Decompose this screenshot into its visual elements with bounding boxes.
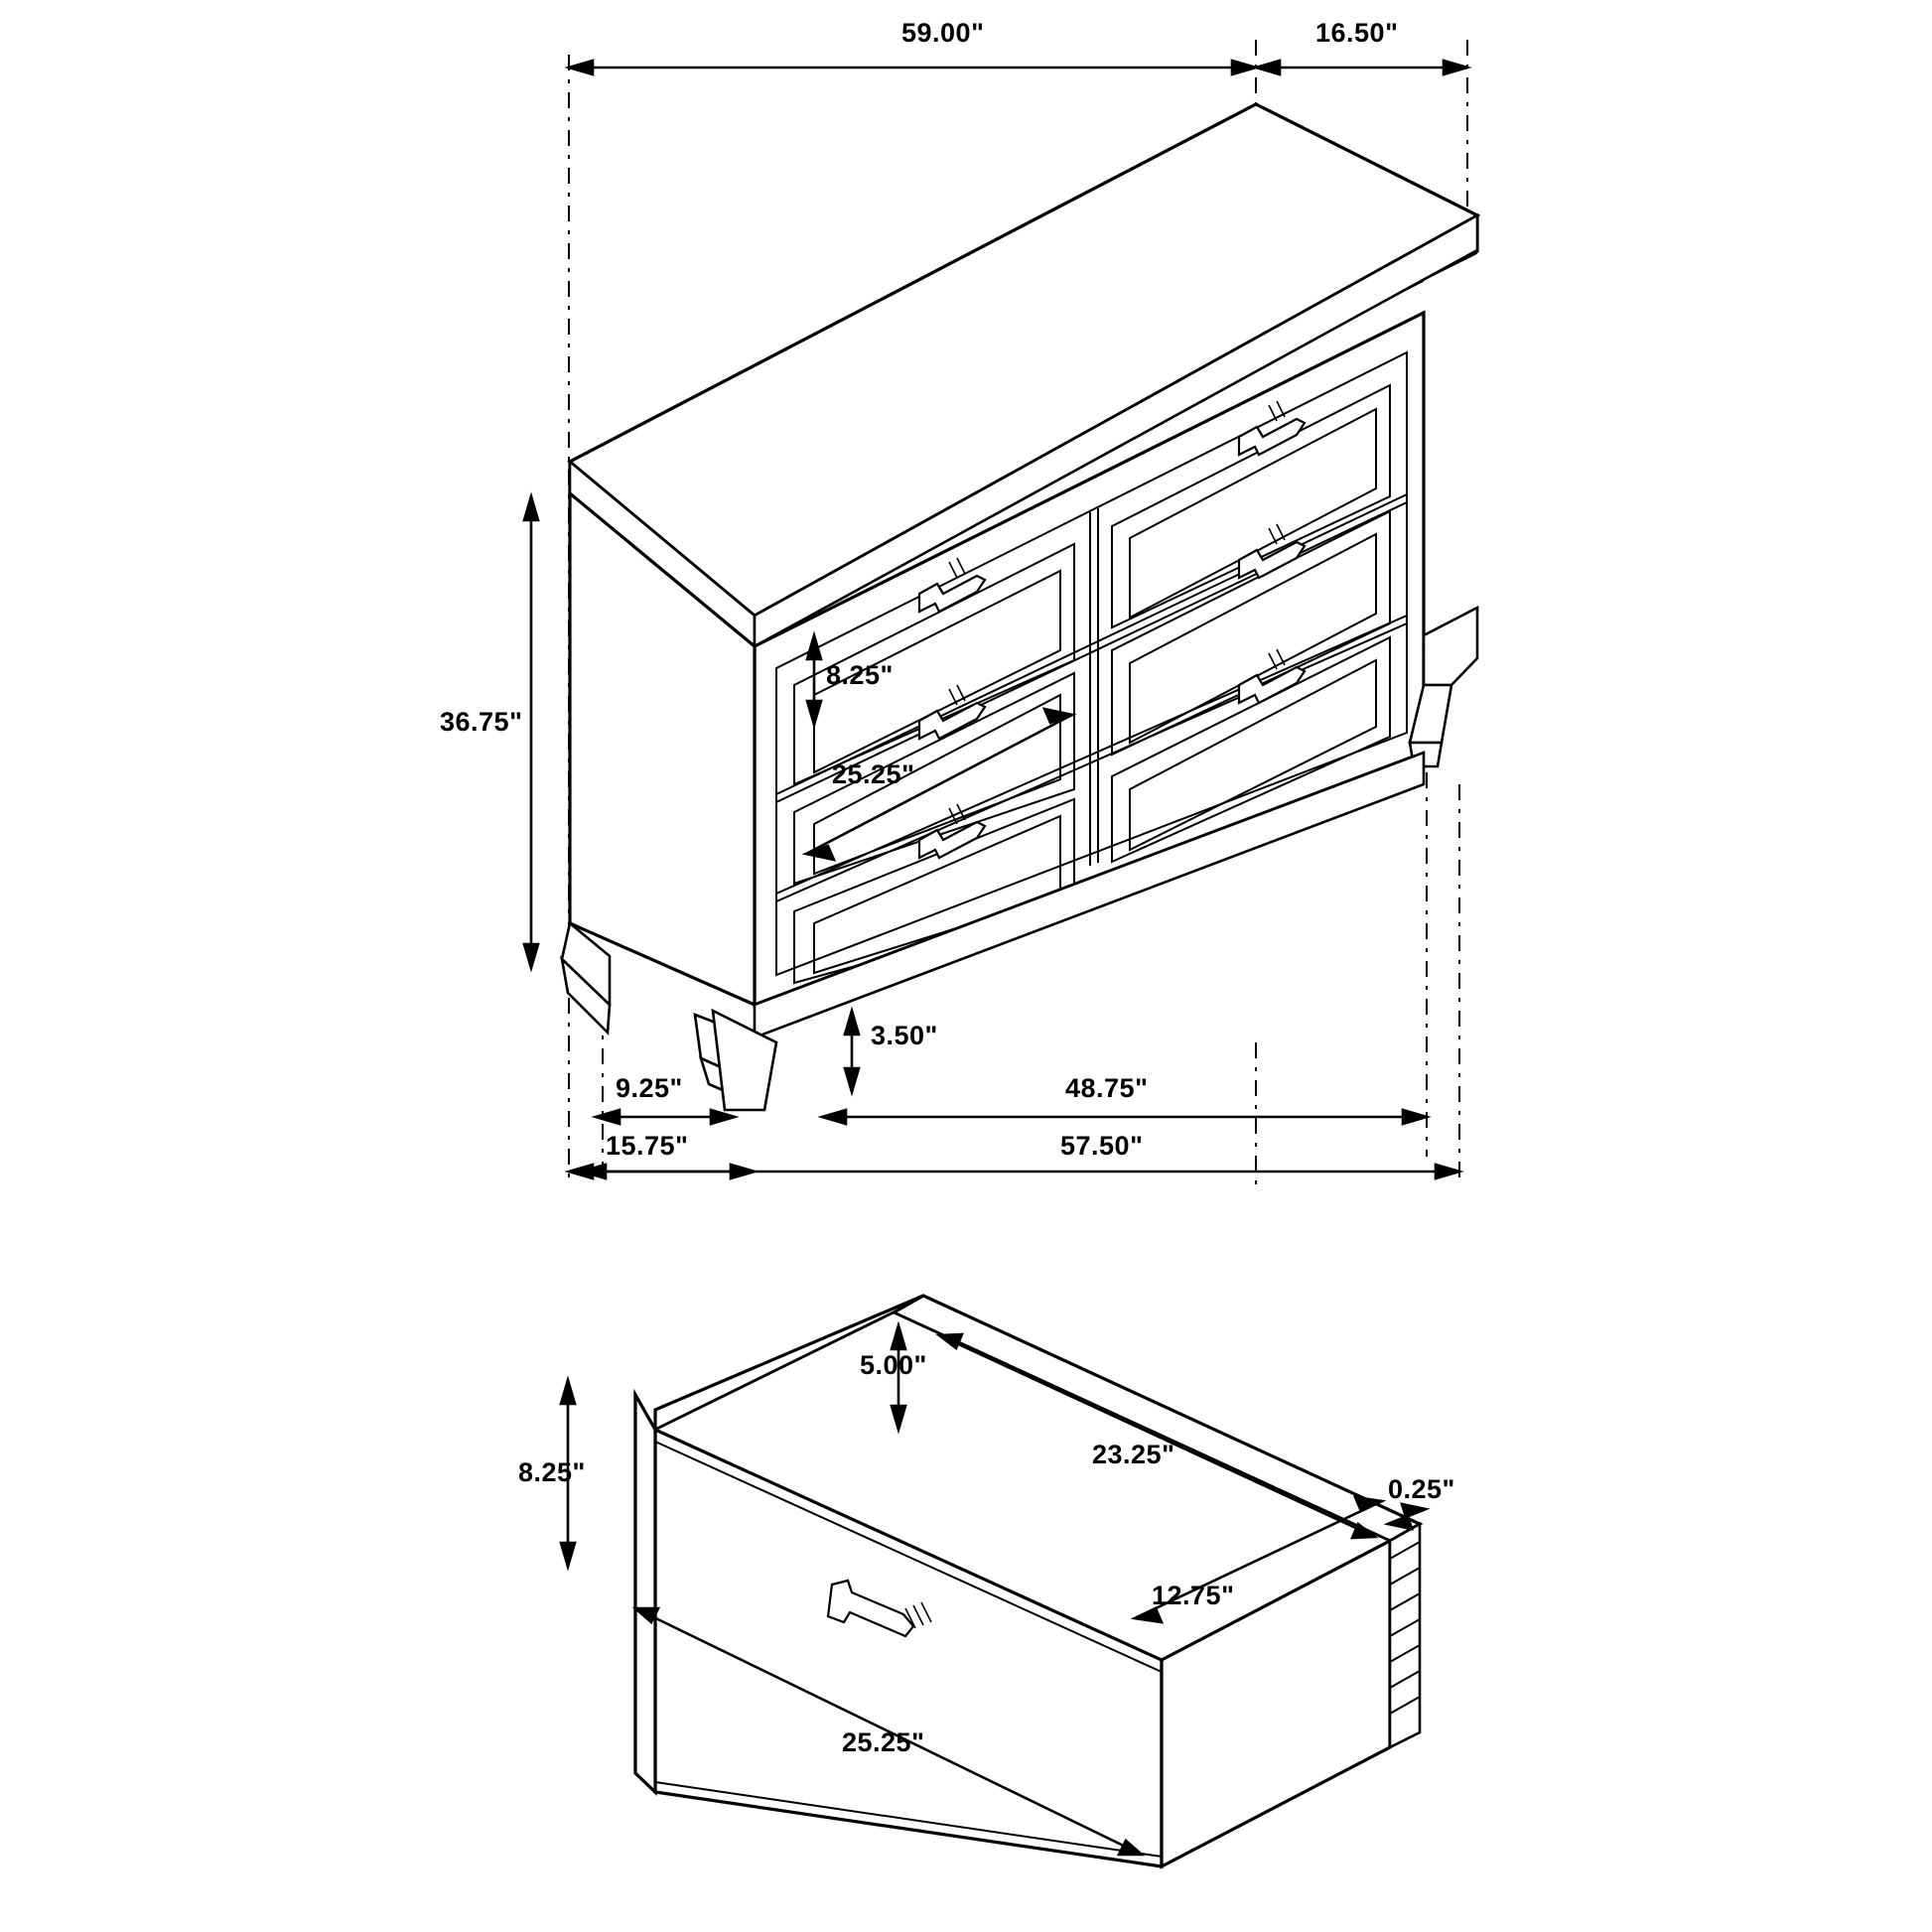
- dim-overall-height: [524, 496, 538, 968]
- label-panel-thickness: 0.25": [1388, 1474, 1455, 1504]
- label-top-depth: 16.50": [1315, 18, 1399, 48]
- dim-base-width: [582, 1165, 1459, 1178]
- label-base-width: 57.50": [1060, 1131, 1144, 1161]
- label-foot-offset: 9.25": [616, 1073, 683, 1103]
- label-drawer-front-width: 25.25": [832, 759, 915, 789]
- label-drawer-height: 8.25": [518, 1457, 586, 1487]
- label-drawer-interior-length: 23.25": [1092, 1440, 1175, 1469]
- dim-top-width: [569, 61, 1256, 74]
- label-drawer-interior-depth: 5.00": [860, 1350, 927, 1380]
- label-top-width: 59.00": [901, 18, 985, 48]
- drawer-body: [635, 1296, 1420, 1866]
- label-drawer-interior-width: 12.75": [1152, 1581, 1235, 1610]
- label-drawer-width: 25.25": [842, 1727, 925, 1757]
- dim-leg-height: [845, 1011, 859, 1092]
- label-side-depth: 15.75": [606, 1131, 689, 1161]
- label-front-inner-width: 48.75": [1065, 1073, 1149, 1103]
- dim-foot-offset: [596, 1110, 735, 1124]
- label-leg-height: 3.50": [871, 1021, 938, 1050]
- label-overall-height: 36.75": [440, 707, 523, 737]
- dim-top-depth: [1256, 61, 1467, 74]
- dresser-body: [562, 104, 1477, 1110]
- label-drawer-front-height: 8.25": [826, 660, 894, 690]
- dim-front-inner-width: [822, 1110, 1427, 1124]
